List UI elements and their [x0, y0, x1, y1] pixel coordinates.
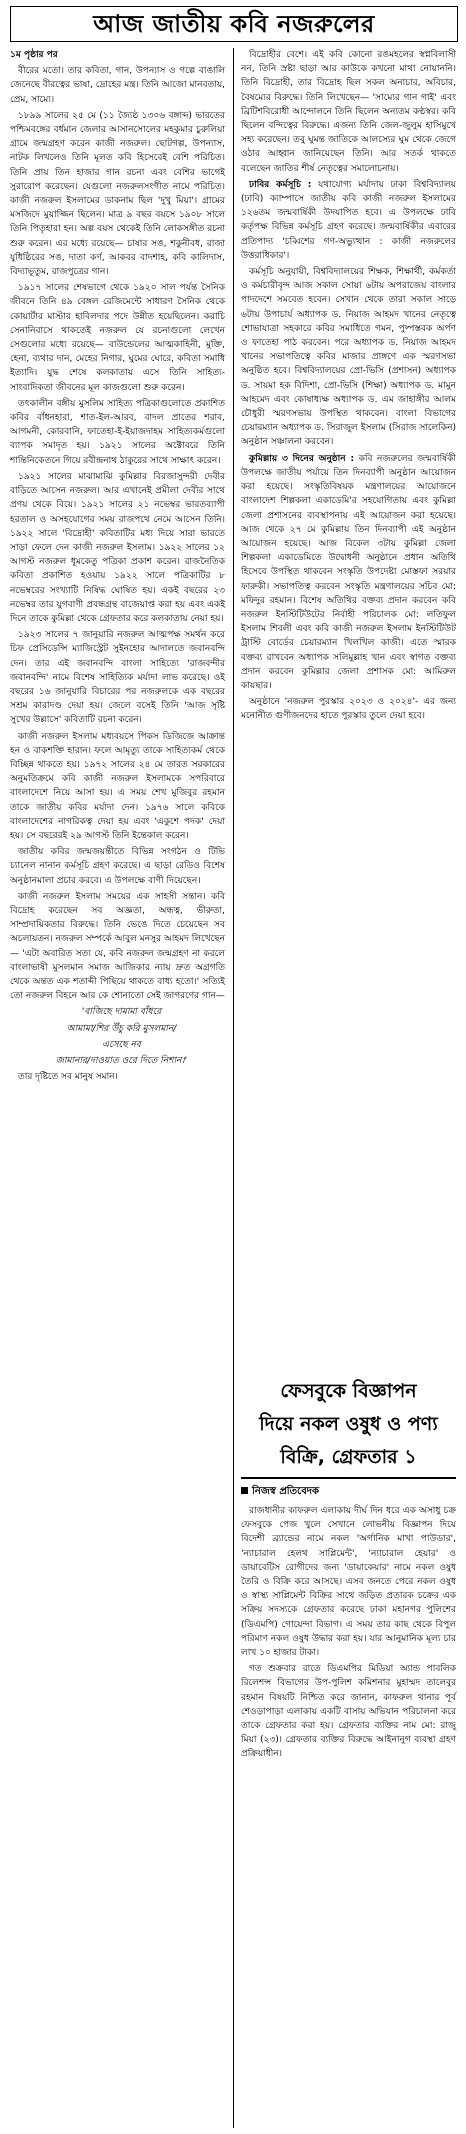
- second-article-body: [241, 1504, 456, 1764]
- paragraph: বিদ্রোহীর বেশে। এই কবি কোনো রঙমহলের স্বপ্নবিলাসী নন, তিনি স্রষ্টা ছাড়া আর কাউকে কখনো মাথা নোয়াননি। তিনি বিদ্রোহী, তার বিদ্রোহ ছিল সকল অনাচার, অবিচার, বৈষম্যের বিরুদ্ধে। তিনি লিখেছেন— 'সাম্যের গান গাই' এবং ব্রিটিশবিরোধী আন্দোলনে তিনি ছিলেন অন্যতম কণ্ঠস্বর। কবি ছিলেন বন্দিত্বের বিরুদ্ধে। এজন্য তিনি জেল-জুলুম হাসিমুখে সহ্য করেছেন। তবু ঘুমন্ত জাতিকে আলস্যের ঘুম থেকে জেগে ওঠার আহ্বান জানিয়েছেন তিনি। আর সতর্ক থাকতে বলেছেন জাতির শীর্ষ নেতৃত্বের সমালোচনায়।: [241, 50, 456, 174]
- quote-line: এসেছে নব: [102, 1039, 141, 1050]
- comilla-section: [241, 452, 456, 693]
- headline-line: বিক্রি, গ্রেফতার ১: [280, 1446, 417, 1468]
- paragraph: কাজী নজরুল ইসলাম মধ্যবয়সে পিকস ডিজিজে আক্রান্ত হন ও বাকশক্তি হারান। ফলে আমৃত্যু তাকে সাহিত্যকর্ম থেকে বিচ্ছিন্ন থাকতে হয়। ১৯৭২ সালের ২৪ মে তারত সরকারের অনুমতিক্রমে কবি কাজী নজরুল ইসলামকে সপরিবারে বাংলাদেশে নিয়ে আসা হয়। এ সময় শেখ মুজিবুর রহমান তাকে জাতীয় কবির মর্যাদা দেন। ১৯৭৬ সালে কবিকে বাংলাদেশের নাগরিকত্ব দেয়া হয় এবং 'একুশে পদক' দেয়া হয়। সে বছরেরই ২৯ আগস্ট তিনি ইন্তেকাল করেন।: [10, 731, 225, 841]
- dhaka-section: [241, 178, 456, 263]
- headline-line: ফেসবুকে বিজ্ঞাপন: [280, 1380, 417, 1402]
- section-title: ঢাবির কর্মসূচি :: [249, 179, 312, 190]
- paragraph: জাতীয় কবির জন্মজয়ন্তীতে বিভিন্ন সংগঠন ও টিভি চ্যানেল নানান কর্মসূচি গ্রহণ করেছে। এ ছাড়া রেডিও বিশেষ অনুষ্ঠানমালা প্রচার করবে। এ উপলক্ষে বাণী দিয়েছেন।: [10, 847, 225, 886]
- byline: [241, 1484, 456, 1501]
- right-column: [241, 48, 456, 726]
- headline-rule: [241, 1477, 456, 1479]
- section-text: যথাযোগ্য মর্যাদায় ঢাকা বিশ্ববিদ্যালয় (ঢাবি) ক্যাম্পাসে জাতীয় কবি কাজী নজরুল ইসলামের ১২৬তম জন্মবার্ষিকী উদযাপিত হবে। এ উপলক্ষে ঢাবি কর্তৃপক্ষ বিভিন্ন কর্মসূচি গ্রহণ করেছে। জন্মবার্ষিকীর এবারের প্রতিপাদ্য 'চব্বিশের গণ-অভ্যুত্থান : কাজী নজরুলের উত্তরাধিকার'।: [241, 179, 456, 261]
- byline-text: নিজস্ব প্রতিবেদক: [252, 1486, 320, 1497]
- quote-line: 'বাজিছে দামামা বাঁধরে: [81, 1007, 162, 1018]
- kicker: ১ম পৃষ্ঠার পর: [10, 50, 58, 60]
- paragraph: ১৯১৭ সালের শেষভাগে থেকে ১৯২০ সাল পর্যন্ত সৈনিক জীবনে তিনি ৪৯ বেঙ্গল রেজিমেন্টে সাধারণ সৈনিক থেকে কোয়ার্টার মাস্টার হাবিলদার পদে উন্নীত হয়েছিলেন। করাচি সেনানিবাসে থাকতেই নজরুল যে রচনাগুলো লেখেন সেগুলোর মধ্যে রয়েছে— বাউন্ডেলের আত্মকাহিনী, মুক্তি, হেনা, ব্যথার দান, মেহের নিগার, ঘুমের ঘোরে, কবিতা সমাধি ইত্যাদি। যুদ্ধ শেষে কলকাতায় এসে তিনি সাহিত্য-সাংবাদিকতা জীবনের মূল কাজগুলো শুরু করেন।: [10, 283, 225, 393]
- headline: আজ জাতীয় কবি নজরুলের: [10, 6, 458, 42]
- paragraph: বীরের মতো। তার কবিতা, গান, উপন্যাস ও গল্পে বাঙালি জেনেছে বীরত্বের ভাষা, দ্রোহের মন্ত্র। তিনি আজো মানবতায়, প্রেম, সাম্যে।: [10, 66, 225, 105]
- section-text: কবি নজরুলের জন্মবার্ষিকী উপলক্ষে জাতীয় পর্যায়ে তিন দিনব্যাপী অনুষ্ঠান আয়োজন করা হয়েছে। সংস্কৃতিবিষয়ক মন্ত্রণালয়ের আয়োজনে বাংলাদেশ শিল্পকলা একাডেমি'র সহযোগিতায় এবং কুমিল্লা জেলা প্রশাসনের ব্যবস্থাপনায় এই আয়োজন করা হয়েছে। আজ থেকে ২৭ মে কুমিল্লায় তিন দিনব্যাপী এই অনুষ্ঠান আয়োজন হয়েছে। আজ বিকেল ৩টায় কুমিল্লা জেলা শিল্পকলা একাডেমিতে উদ্বোধনী অনুষ্ঠানে প্রধান অতিথি হিসেবে উপস্থিত থাকবেন সংস্কৃতি উপদেষ্টা মোস্তফা সরয়ার ফারুকী। সভাপতিত্ব করবেন সংস্কৃতি মন্ত্রণালয়ের সচিব মো: মফিদুর রহমান। বিশেষ অতিথির বক্তব্য প্রদান করবেন কবি নজরুল ইনস্টিটিউটের নির্বাহী পরিচালক মো: লতিফুল ইসলাম শিবলী এবং কবি কাজী নজরুল ইসলাম ইনস্টিটিউট ট্রাস্টি বোর্ডের চেয়ারম্যান খিলখিল কাজী। এতে স্মারক বক্তব্য রাখবেন অধ্যাপক সলিমুল্লাহ খান এবং স্বাগত বক্তব্য প্রদান করবেন কুমিল্লার জেলা প্রশাসক মো: আমিরুল কায়ছার।: [241, 453, 456, 691]
- quote-line: আমামা/শির উঁচু করি মুসলমান/: [66, 1023, 177, 1034]
- paragraph: ১৯২১ সালের মাঝামাঝি কুমিল্লার বিরজাসুন্দরী দেবীর বাড়িতে আসেন নজরুল। আর এখানেই প্রমীলা দেবীর সাথে প্রণয় থেকে বিয়ে। ১৯২১ সালের ২১ নভেম্বর ভারতব্যাপী হরতাল ও অসহযোগের সময় রাজপথে নেমে আসেন তিনি। ১৯২২ সালে 'বিদ্রোহী' কবিতাটির মধ্য দিয়ে সারা ভারতে সাড়া ফেলে দেন কাজী নজরুল ইসলাম। ১৯২২ সালের ১২ আগস্ট নজরুল ধূমকেতু পত্রিকা প্রকাশ করেন। রাজনৈতিক কবিতা প্রকাশিত হওয়ায় ১৯২২ সালে পত্রিকাটির ৮ নভেম্বরের সংখ্যাটি নিষিদ্ধ ঘোষিত হয়। একই বছরের ২৩ নভেম্বর তার যুগবাণী প্রবন্ধগ্রন্থ বাজেয়াপ্ত করা হয় এবং একই দিনে তাকে কুমিল্লা থেকে গ্রেফতার করে কলকাতায় নেয়া হয়।: [10, 471, 225, 624]
- section-title: কুমিল্লায় ৩ দিনের অনুষ্ঠান :: [249, 453, 355, 464]
- column-divider: [233, 48, 234, 2128]
- square-bullet-icon: [241, 1487, 248, 1494]
- paragraph: তার দৃষ্টিতে সব মানুষ সমান।: [18, 1072, 118, 1083]
- left-column: [10, 48, 225, 1086]
- quote-line: জামানার/দাওয়াত ওরে দিতে নিশান।': [55, 1056, 188, 1067]
- headline-line: দিয়ে নকল ওষুধ ও পণ্য: [259, 1413, 438, 1435]
- paragraph: রাজধানীর কাফরুল এলাকায় দীর্ঘ দিন ধরে এক অসাধু চক্র ফেসবুকে পেজ খুলে সেখানে লোভনীয় বিজ্ঞাপন দিয়ে বিদেশী ব্র্যান্ডের নামে নকল 'অর্গানিক মাখা পাউডার', 'ন্যাচারাল হেলথ সাপ্লিমেন্ট', 'ন্যাচারাল হেয়ার' ও ডায়াবেটিস রোগীদের জন্য 'ডায়াকেয়ার' নামে নকল ওষুধ তৈরি ও বিক্রি করে আসছে। এসব জনতে পেরে নকল ওষুধ ও স্বাস্থ্য সাপ্লিমেন্ট বিক্রির সাথে জড়িত প্রতারক চক্রের এক সক্রিয় সদস্যকে গ্রেফতার করেছে ঢাকা মহানগর পুলিশের (ডিএমপি) গোয়েন্দা বিভাগ। এ সময় তার কাছ থেকে বিপুল পরিমাণ নকল ওষুধ উদ্ধার করা হয়। যার আনুমানিক মূল্য চার লাখ ১০ হাজার টাকা।: [241, 1506, 456, 1659]
- second-headline: [241, 1375, 456, 1475]
- paragraph: অনুষ্ঠানে 'নজরুল পুরস্কার ২০২৩ ও ২০২৪'- এর জন্য মনোনীত গুণীজনদের হাতে পুরস্কার তুলে দেয়া হবে।: [241, 697, 456, 722]
- paragraph: ১৮৯৯ সালের ২৫ মে (১১ জ্যৈষ্ঠ ১৩০৬ বঙ্গাব্দ) ভারতের পশ্চিমবঙ্গের বর্ধমান জেলার আসানসোলের মহকুমার চুরুলিয়া গ্রামে জন্মগ্রহণ করেন কাজী নজরুল। ছোটগল্প, উপন্যাস, নাটক লিখলেও তিনি মূলত কবি হিসেবেই বেশি পরিচিত। তিনি প্রায় তিন হাজার গান রচনা এবং বেশির ভাগেই সুরারোপ করেছেন। যেগুলো নজরুলসংগীত নামে পরিচিত। কাজী নজরুল ইসলামের ডাকনাম ছিল 'দুখু মিয়া'। গ্রামের মসজিদে মুয়াজ্জিন ছিলেন। মাত্র ৯ বছর বয়সে ১৯০৮ সালে তিনি পিতৃহারা হন। অল্প বয়স থেকেই তিনি লোকসঙ্গীত রচনা শুরু করেন। এর মধ্যে রয়েছে— চাষার সঙ, শকুনীবধ, রাজা যুধিষ্ঠিরের সঙ, দাতা কর্ণ, আকবর বাদশাহ, কবি কালিদাস, বিদ্যাভূতুম, রাজপুত্রের গান।: [10, 110, 225, 278]
- paragraph: কাজী নজরুল ইসলাম সময়ের এক সাহসী সন্তান। কবি বিদ্রোহ করেছেন সব অজ্ঞতা, অন্ধত্ব, ভীরুতা, সাম্প্রদায়িকতার বিরুদ্ধে। তিনি ভেঙে দিতে চেয়েছেন সব অচলায়তন। নজরুল সম্পর্কে আবুল মনসুর আহমদ লিখেছেন— 'এটা অবারিত সত্য যে, কবি নজরুল জন্মগ্রহণ না করলে বাংলাভাষী মুসলমান সমাজ আজিকার ন্যায় দ্রুত অগ্রগতি থেকে অন্তত এক শতাব্দী পিছিয়ে থাকতে বাধ্য হতো।' সত্যিই তো নজরুল বিহনে আর কে শোনাতো সেই জাগরণের গান—: [10, 891, 225, 1002]
- paragraph: ১৯২৩ সালের ৭ জানুয়ারি নজরুল আত্মপক্ষ সমর্থন করে চিফ প্রেসিডেন্সি ম্যাজিস্ট্রেট সুইনহোর আদালতে জবানবন্দি দেন। তার এই জবানবন্দি বাংলা সাহিত্যে 'রাজবন্দীর জবানবন্দি' নামে বিশেষ সাহিত্যিক মর্যাদা লাভ করেছে। ওই বছরের ১৬ জানুয়ারি বিচারের পর নজরুলকে এক বছরের সশ্রম কারাদণ্ড দেয়া হয়। জেলে বসেই তিনি 'আজ সৃষ্টি সুখের উল্লাসে' কবিতাটি রচনা করেন।: [10, 630, 225, 726]
- paragraph: গত শুক্রবার রাতে ডিএমপির মিডিয়া অ্যান্ড পাবলিক রিলেশন্স বিভাগের উপ-পুলিশ কমিশনার মুহাম্মদ তালেবুর রহমান বিষয়টি নিশ্চিত করে জানান, কাফরুল থানার পূর্ব শেওড়াপাড়া এলাকায় একটি বাসায় অভিযান পরিচালনা করে তাকে গ্রেফতার করা হয়। গ্রেফতার ব্যক্তির নাম মো: রাজু মিয়া (২৩)। গ্রেফতার ব্যক্তির বিরুদ্ধে আইনানুগ ব্যবস্থা গ্রহণ প্রক্রিয়াধীন।: [241, 1664, 456, 1760]
- paragraph: কর্মসূচি অনুযায়ী, বিশ্ববিদ্যালয়ের শিক্ষক, শিক্ষার্থী, কর্মকর্তা ও কর্মচারীবৃন্দ আজ সকাল সোয়া ৬টায় অপরাজেয় বাংলার পাদদেশে সমবেত হবেন। সেখান থেকে তারা সকাল সাড়ে ৬টায় উপাচার্য অধ্যাপক ড. নিয়াজ আহমদ খানের নেতৃত্বে শোভাযাত্রা সহকারে কবির সমাধিতে গমন, পুষ্পস্তবক অর্পণ ও ফাতেহা পাঠ করবেন। পরে অধ্যাপক ড. নিয়াজ আহমদ খানের সভাপতিত্বে কবির মাজার প্রাঙ্গণে এক স্মরণসভা অনুষ্ঠিত হবে। বিশ্ববিদ্যালয়ের প্রো-ভিসি (প্রশাসন) অধ্যাপক ড. সায়মা হক বিদিশা, প্রো-ভিসি (শিক্ষা) অধ্যাপক ড. মামুন আহমেদ এবং কোষাধ্যক্ষ অধ্যাপক ড. এম জাহাঙ্গীর আলম চৌধুরী স্মরণসভায় উপস্থিত থাকবেন। বাংলা বিভাগের চেয়ারম্যান অধ্যাপক ড. সিরাজুল ইসলাম (সিরাজ সালেকিন) অনুষ্ঠান সঞ্চালনা করবেন।: [241, 267, 456, 448]
- paragraph: তৎকালীন বঙ্গীয় মুসলিম সাহিত্য পত্রিকাগুলোতে প্রকাশিত কবির বাঁধনহারা, শাত-ইল-আরব, বাদল প্রাতের শরাব, আগমনী, কোরবানি, ফাতেহা-ই-ইয়াজদাহম সাহিত্যকর্মগুলো ব্যাপক সমাদৃত হয়। ১৯২১ সালের অক্টোবরে তিনি শান্তিনিকেতনে গিয়ে রবীন্দ্রনাথ ঠাকুরের সাথে সাক্ষাৎ করেন।: [10, 398, 225, 466]
